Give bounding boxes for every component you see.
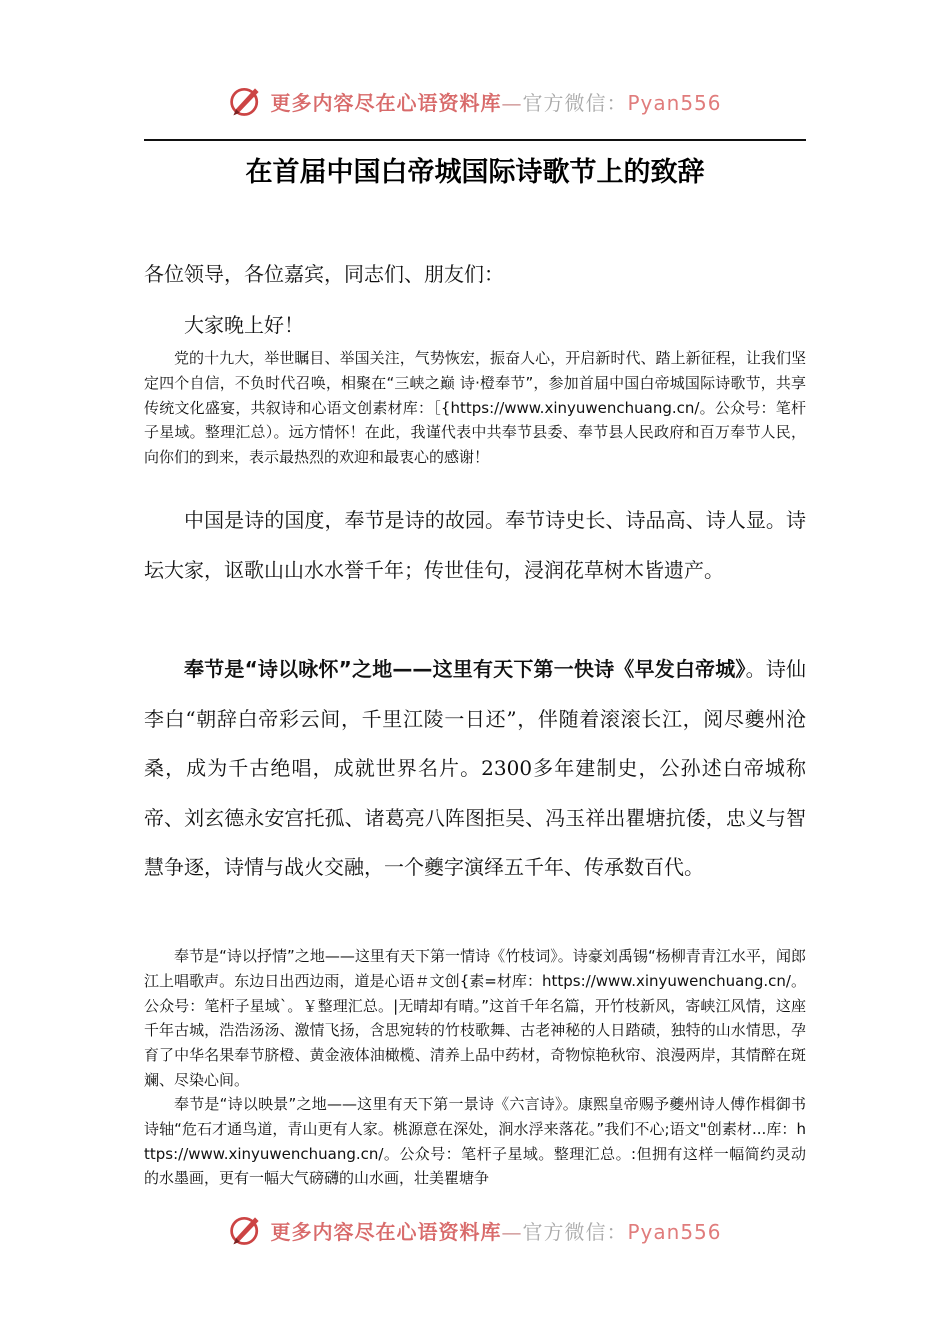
- header-banner: [0, 78, 950, 124]
- header-banner-text: [270, 87, 721, 116]
- footer-banner: [0, 1207, 950, 1253]
- body-paragraph-3: [144, 645, 806, 893]
- banner-wechat-id: Pyan556: [627, 1219, 722, 1244]
- paragraph-body: 。诗仙李白“朝辞白帝彩云间，千里江陵一日还”，伴随着滚滚长江，阅尽夔州沧桑，成为千古绝唱，成就世界名片。2300多年建制史，公孙述白帝城称帝、刘玄德永安宫托孤、诸葛亮八阵图拒吴、冯玉祥出瞿塘抗倭，忠义与智慧争逐，诗情与战火交融，一个夔字演绎五千年、传承数百代。: [144, 657, 807, 880]
- paragraph-text: 奉节是“诗以抒情”之地——这里有天下第一情诗《竹枝词》。诗豪刘禹锡“杨柳青青江水平，闻郎江上唱歌声。东边日出西边雨，道是心语＃文创{素=材库：https://www.xinyuwenchuang.cn/。公众号：笔杆子星域`。￥整理汇总。|无晴却有晴。”这首千年名篇，开竹枝新风，寄峡江风情，这座千年古城，浩浩汤汤、激情飞扬，含思宛转的竹枝歌舞、古老神秘的人日踏碛，独特的山水情思，孕育了中华名果奉节脐橙、黄金液体油橄榄、清养上品中药材，奇物惊艳秋帘、浪漫两岸，其情醉在斑斓、尽染心间。: [144, 947, 806, 1089]
- paragraph-lead: 奉节是“诗以咏怀”之地——这里有天下第一快诗《早发白帝城》: [184, 657, 746, 681]
- header-divider: [144, 139, 806, 141]
- banner-separator: —: [501, 90, 523, 115]
- paragraph-text: [144, 645, 806, 893]
- body-paragraph-1: [144, 346, 806, 470]
- banner-official-label: 官方微信：: [522, 90, 628, 115]
- body-paragraph-2: [144, 496, 806, 595]
- pen-logo-icon: [228, 83, 264, 119]
- greeting: 大家晚上好！: [184, 313, 304, 337]
- paragraph-text: 中国是诗的国度，奉节是诗的故园。奉节诗史长、诗品高、诗人显。诗坛大家，讴歌山山水水誉千年；传世佳句，浸润花草树木皆遗产。: [144, 508, 806, 582]
- banner-separator: —: [501, 1219, 523, 1244]
- body-paragraph-5: [144, 1092, 806, 1192]
- document-title: 在首届中国白帝城国际诗歌节上的致辞: [245, 157, 705, 188]
- banner-wechat-id: Pyan556: [627, 90, 722, 115]
- banner-site-name: 更多内容尽在心语资料库: [270, 1219, 502, 1244]
- banner-site-name: 更多内容尽在心语资料库: [270, 90, 502, 115]
- paragraph-text: 奉节是“诗以映景”之地——这里有天下第一景诗《六言诗》。康熙皇帝赐予夔州诗人傅作楫御书诗轴“危石才通鸟道，青山更有人家。桃源意在深处，涧水浮来落花。”我们不心;语文"创素材...库：https://www.xinyuwenchuang.cn/。公众号：笔杆子星域。整理汇总。:但拥有这样一幅简约灵动的水墨画，更有一幅大气磅礴的山水画，壮美瞿塘争: [144, 1095, 806, 1188]
- salutation: 各位领导，各位嘉宾，同志们、朋友们：: [144, 262, 504, 286]
- banner-official-label: 官方微信：: [522, 1219, 628, 1244]
- paragraph-text: 党的十九大，举世瞩目、举国关注，气势恢宏，振奋人心，开启新时代、踏上新征程，让我们坚定四个自信，不负时代召唤，相聚在“三峡之巅 诗·橙奉节”，参加首届中国白帝城国际诗歌节，共享传统文化盛宴，共叙诗和心语文创素材库：［{https://www.xinyuwenchuang.cn/。公众号：笔杆子星域。整理汇总）。远方情怀！在此，我谨代表中共奉节县委、奉节县人民政府和百万奉节人民，向你们的到来，表示最热烈的欢迎和最衷心的感谢！: [144, 349, 806, 467]
- body-paragraph-4: [144, 944, 806, 1093]
- footer-banner-text: [270, 1216, 721, 1245]
- pen-logo-icon: [228, 1212, 264, 1248]
